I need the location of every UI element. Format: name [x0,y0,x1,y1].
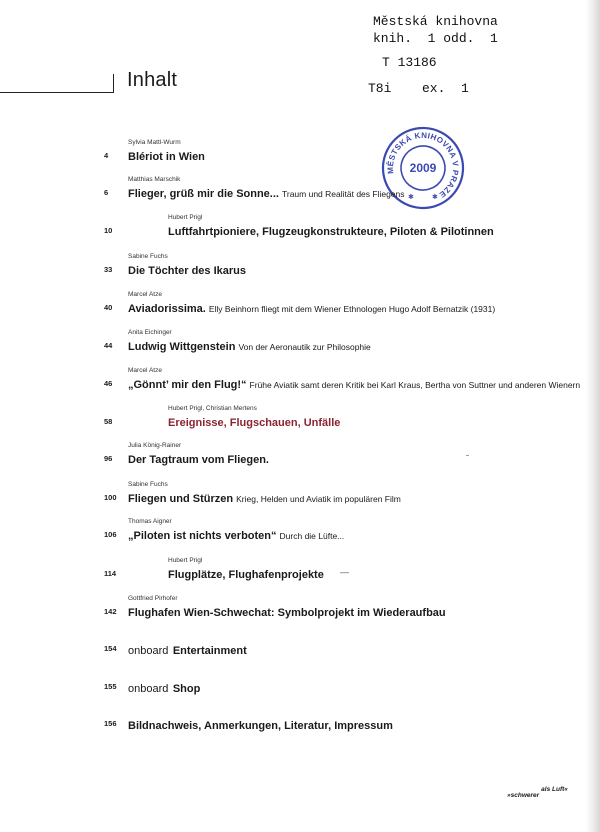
entry-page-number: 6 [104,188,109,197]
entry-author: Sabine Fuchs [128,253,168,260]
entry-subtitle: Elly Beinhorn fliegt mit dem Wiener Ethnologen Hugo Adolf Bernatzik (1931) [208,304,496,314]
entry-page-number: 154 [104,644,117,653]
entry-page-number: 40 [104,303,113,312]
entry-page-number: 156 [104,719,117,728]
entry-page-number: 155 [104,682,117,691]
entry-author: Julia König-Rainer [128,442,182,449]
library-stamp-line-1: Městská knihovna [373,14,498,29]
entry-subtitle: Frühe Aviatik samt deren Kritik bei Karl Kraus, Bertha von Suttner und anderen Wienern [249,380,581,390]
entry-title[interactable]: Aviadorissima. [128,303,206,315]
entry-title[interactable]: Flieger, grüß mir die Sonne... [128,188,279,200]
entry-title[interactable]: Shop [172,683,201,695]
library-stamp-line-2: knih. 1 odd. 1 [373,31,498,46]
entry-title[interactable]: Flugplätze, Flughafenprojekte [168,569,324,581]
entry-title[interactable]: Blériot in Wien [128,151,205,163]
entry-page-number: 4 [104,151,109,160]
entry-page-number: 58 [104,417,113,426]
entry-page-number: 46 [104,379,113,388]
library-stamp-call-number: T 13186 [382,55,437,70]
page-title: Inhalt [127,69,178,91]
entry-author: Hubert Prigl [168,214,203,221]
paper-edge-shadow [586,0,600,832]
entry-author: Marcel Atze [128,291,162,298]
pencil-mark: ˗ [466,449,469,459]
entry-author: Gottfried Pirhofer [128,595,178,602]
entry-page-number: 10 [104,226,113,235]
entry-title[interactable]: Entertainment [172,645,247,657]
svg-text:2009: 2009 [409,161,437,175]
entry-subtitle: Von der Aeronautik zur Philosophie [238,342,371,352]
entry-author: Hubert Prigl [168,557,203,564]
entry-page-number: 114 [104,569,117,578]
entry-subtitle: Krieg, Helden und Aviatik im populären Film [236,494,401,504]
entry-prefix: onboard [128,645,169,657]
entry-page-number: 106 [104,530,117,539]
pencil-mark: — [340,567,349,577]
library-stamp-signature: T8i [368,81,392,96]
title-rule-tick [113,74,114,93]
entry-page-number: 142 [104,607,117,616]
library-stamp-copy: ex. 1 [422,81,469,96]
entry-title[interactable]: Luftfahrtpioniere, Flugzeugkonstrukteure, Piloten & Pilotinnen [168,226,494,238]
entry-author: Hubert Prigl, Christian Mertens [168,405,257,412]
entry-page-number: 44 [104,341,113,350]
entry-author: Anita Eichinger [128,329,172,336]
title-rule [0,92,114,93]
entry-subtitle: Durch die Lüfte... [279,531,345,541]
entry-page-number: 33 [104,265,113,274]
svg-text:✱: ✱ [432,194,438,201]
entry-author: Matthias Marschik [128,176,181,183]
entry-author: Marcel Atze [128,367,162,374]
entry-title[interactable]: Flughafen Wien-Schwechat: Symbolprojekt im Wiederaufbau [128,607,446,619]
entry-subtitle: Traum und Realität des Fliegens [281,189,405,199]
entry-author: Thomas Aigner [128,518,172,525]
entry-title[interactable]: Bildnachweis, Anmerkungen, Literatur, Impressum [128,720,393,732]
entry-title[interactable]: Der Tagtraum vom Fliegen. [128,454,269,466]
entry-title[interactable]: „Gönnt’ mir den Flug!“ [128,379,247,391]
entry-title[interactable]: Fliegen und Stürzen [128,493,234,505]
entry-title[interactable]: Ludwig Wittgenstein [128,341,236,353]
entry-title[interactable]: Ereignisse, Flugschauen, Unfälle [168,417,341,429]
svg-text:MĚSTSKÁ KNIHOVNA V PRAZE: MĚSTSKÁ KNIHOVNA V PRAZE [385,130,461,200]
svg-text:✱: ✱ [408,194,414,201]
entry-author: Sabine Fuchs [128,481,168,488]
entry-page-number: 100 [104,493,117,502]
entry-page-number: 96 [104,454,113,463]
entry-title[interactable]: Die Töchter des Ikarus [128,265,246,277]
entry-author: Sylvia Mattl-Wurm [128,139,181,146]
entry-title[interactable]: „Piloten ist nichts verboten“ [128,530,277,542]
footer-logo: »schwererals Luft« [507,786,568,799]
entry-prefix: onboard [128,683,169,695]
